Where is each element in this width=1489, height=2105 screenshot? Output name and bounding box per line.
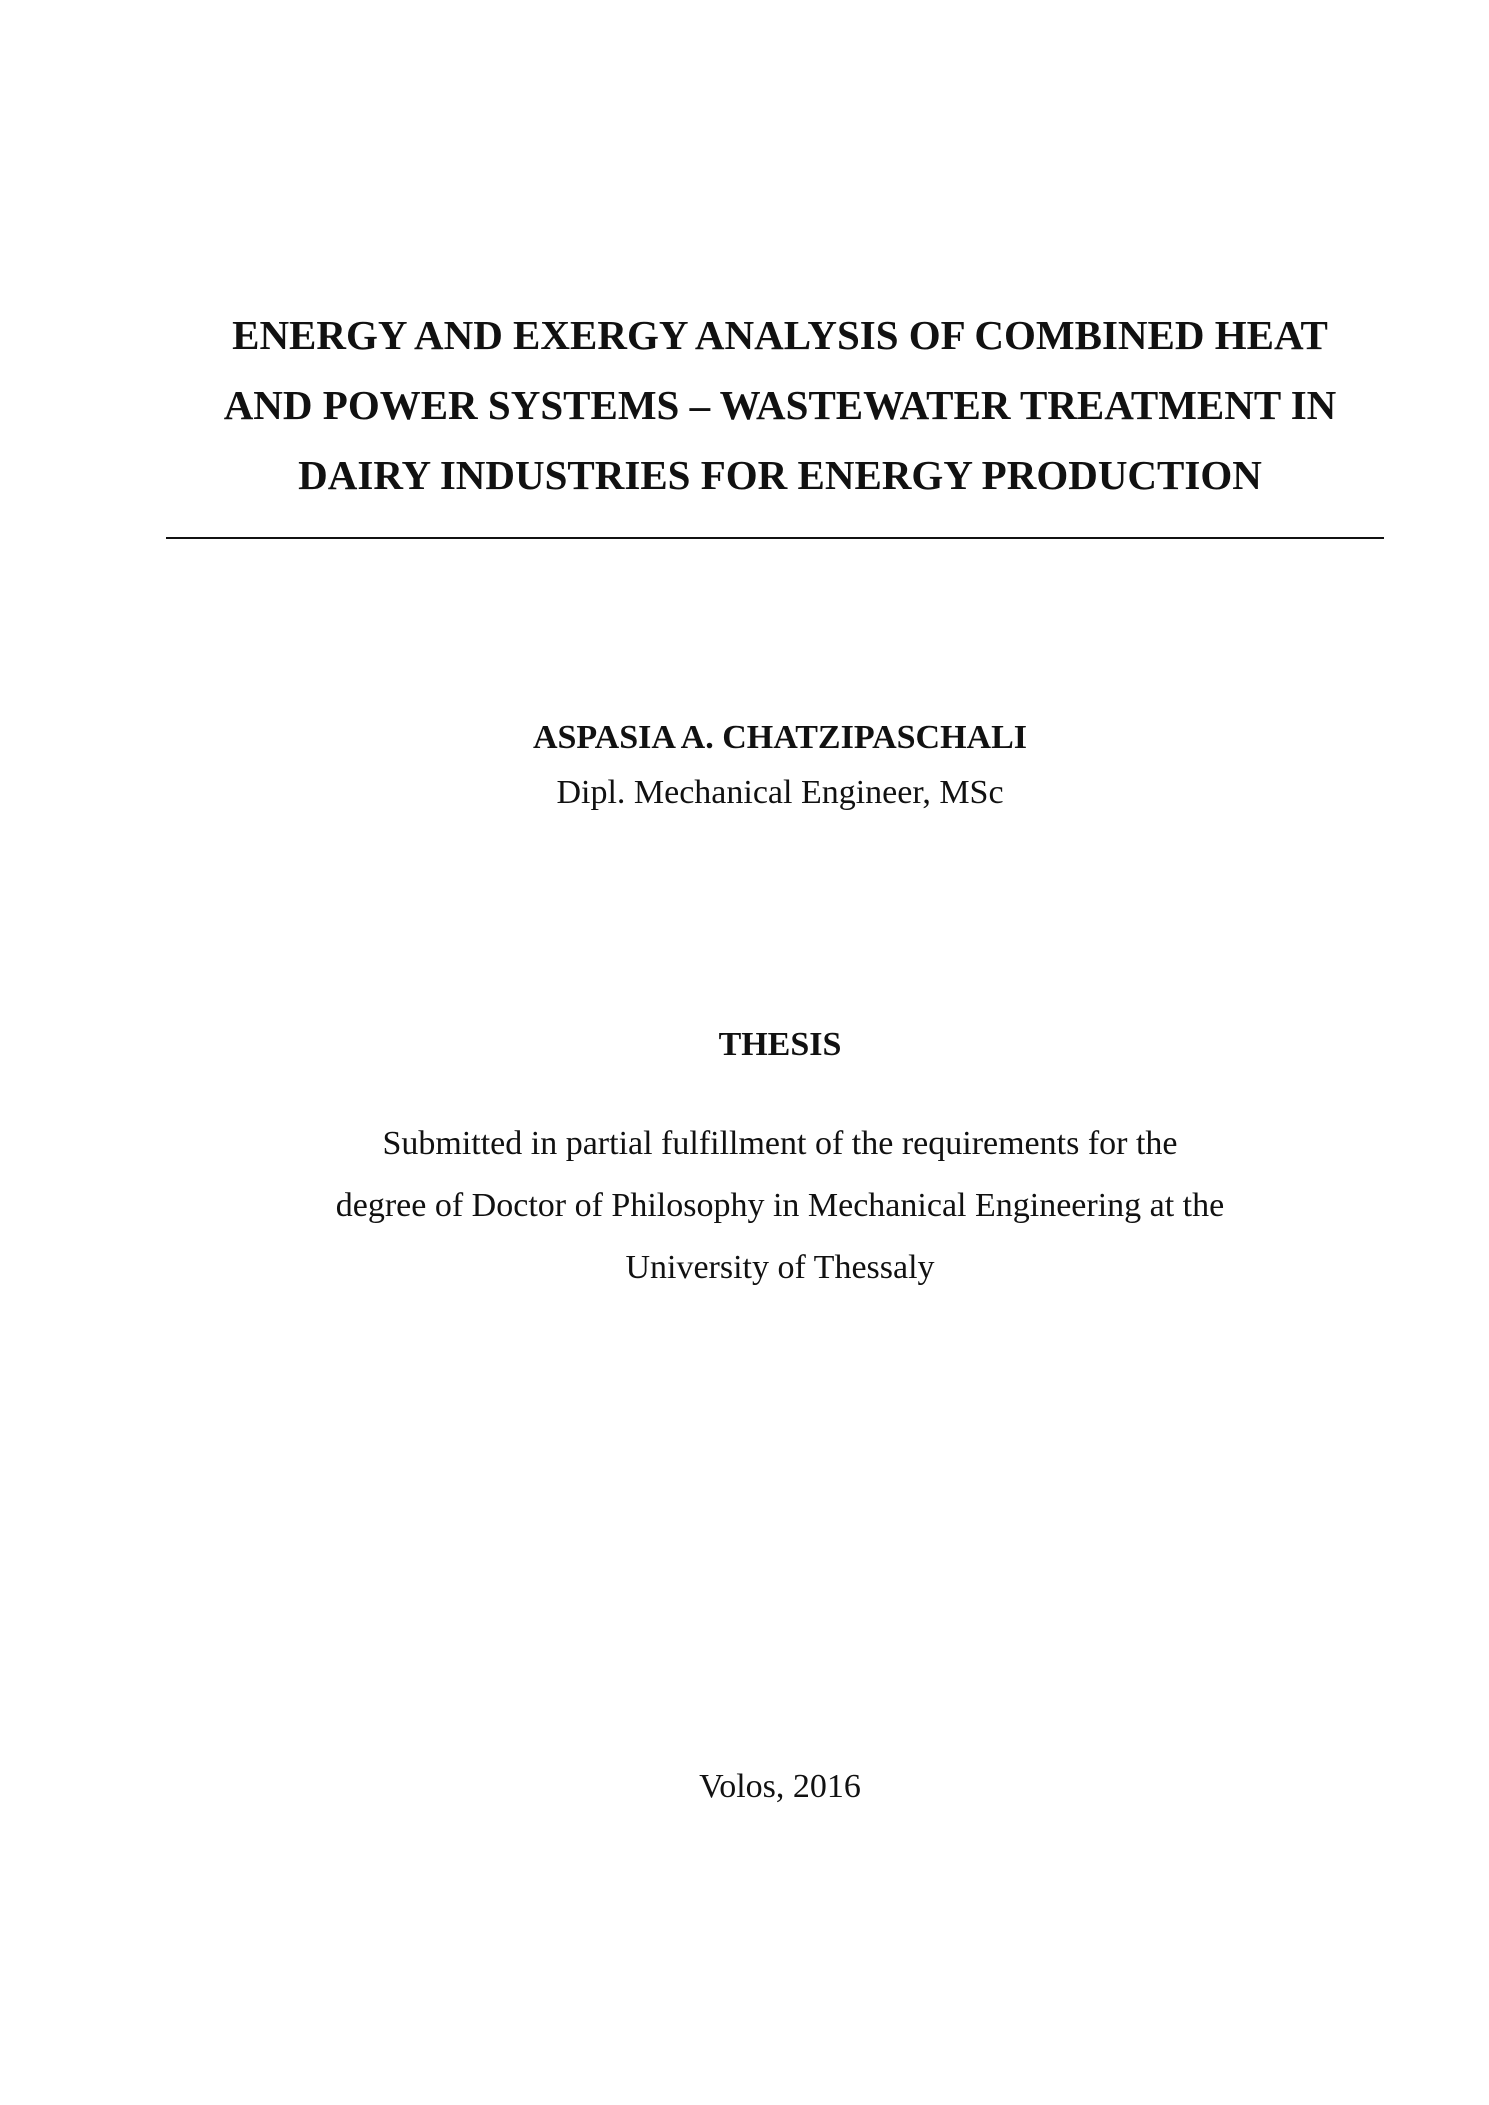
submission-statement bbox=[200, 1113, 1360, 1299]
thesis-title-line-3: DAIRY INDUSTRIES FOR ENERGY PRODUCTION bbox=[298, 452, 1262, 498]
author-name: ASPASIA A. CHATZIPASCHALI bbox=[532, 719, 1028, 756]
submission-line-3: University of Thessaly bbox=[625, 1249, 935, 1286]
submission-line-1: Submitted in partial fulfillment of the requirements for the bbox=[382, 1125, 1178, 1162]
thesis-title bbox=[200, 300, 1360, 510]
author-block bbox=[200, 713, 1360, 818]
title-divider bbox=[166, 537, 1384, 539]
thesis-title-line-2: AND POWER SYSTEMS – WASTEWATER TREATMENT IN bbox=[223, 382, 1337, 428]
place-and-date: Volos, 2016 bbox=[699, 1768, 861, 1805]
thesis-title-line-1: ENERGY AND EXERGY ANALYSIS OF COMBINED HEAT bbox=[232, 312, 1328, 358]
document-type-label: THESIS bbox=[718, 1026, 842, 1063]
submission-line-2: degree of Doctor of Philosophy in Mechanical Engineering at the bbox=[335, 1187, 1225, 1224]
author-credentials: Dipl. Mechanical Engineer, MSc bbox=[556, 774, 1004, 811]
